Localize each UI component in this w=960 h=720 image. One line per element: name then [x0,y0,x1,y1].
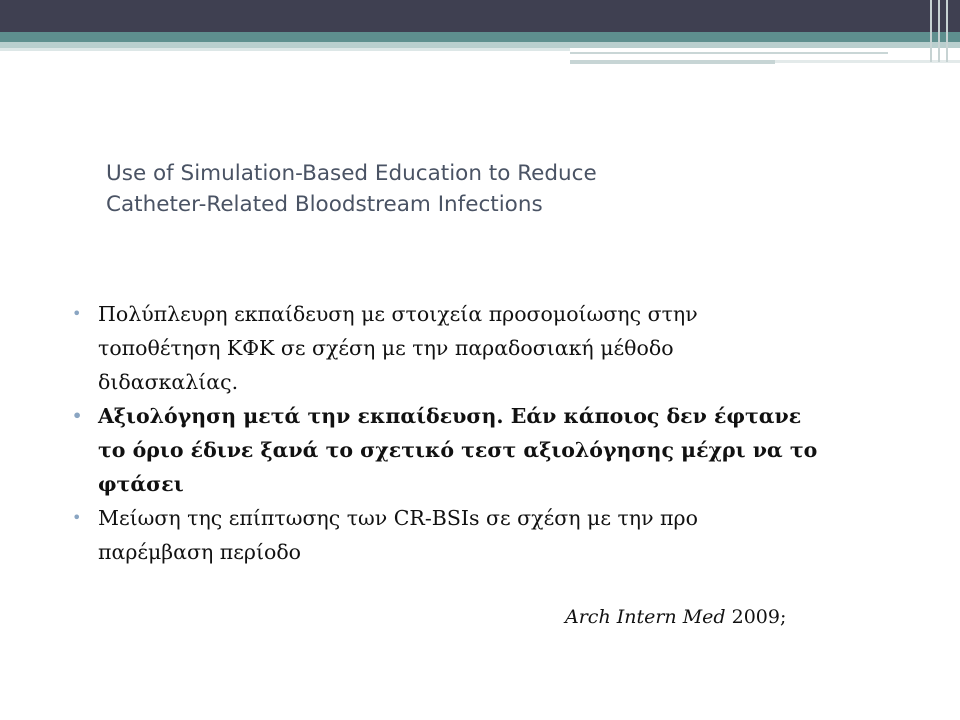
bullet-icon: • [72,508,82,527]
decorative-vertical-bar [938,0,940,62]
bullet-item [72,399,928,501]
top-teal-thin-band [0,48,570,51]
slide-title [106,158,806,220]
decorative-vertical-bar [930,0,932,62]
citation [565,606,786,628]
bullet-text-line: Πολύπλευρη εκπαίδευση με στοιχεία προσομοίωσης στην [98,302,698,326]
bullet-text-line: Μείωση της επίπτωσης των CR-BSIs σε σχέση με την προ [98,506,698,530]
citation-journal: Arch Intern Med [565,606,726,628]
top-dark-band [0,0,960,32]
bullet-item [72,297,928,399]
decorative-line [570,60,775,64]
bullet-text-line: τοποθέτηση ΚΦΚ σε σχέση με την παραδοσιακή μέθοδο [98,336,674,360]
decorative-line [570,52,888,54]
citation-year: 2009; [725,606,787,628]
bullet-icon: • [72,304,82,323]
top-teal-band [0,32,960,42]
bullet-text-line: Αξιολόγηση μετά την εκπαίδευση. Εάν κάποιος δεν έφτανε [98,404,802,428]
slide-title-line: Use of Simulation-Based Education to Reduce [106,161,597,186]
bullet-text-line: παρέμβαση περίοδο [98,540,302,564]
bullet-item [72,501,928,569]
bullet-text-line: διδασκαλίας. [98,370,239,394]
bullet-icon: • [72,406,83,425]
bullet-text-line: το όριο έδινε ξανά το σχετικό τεστ αξιολόγησης μέχρι να το [98,438,818,462]
decorative-vertical-bar [946,0,948,62]
decorative-line [775,60,960,63]
slide-title-line: Catheter-Related Bloodstream Infections [106,192,543,217]
bullet-text-line: φτάσει [98,472,184,496]
bullet-list [72,297,928,569]
